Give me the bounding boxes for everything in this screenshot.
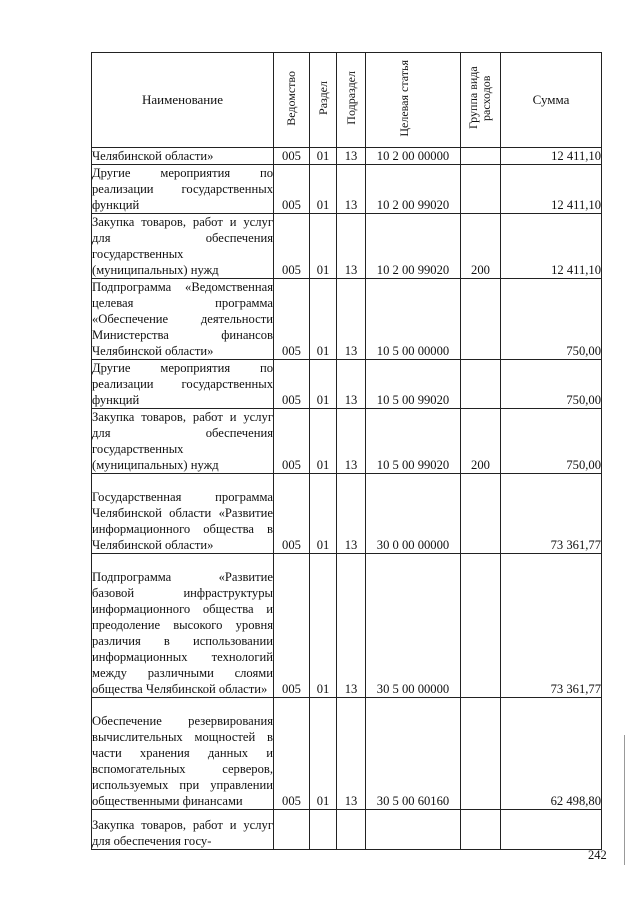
- row-target-article: 10 5 00 99020: [366, 409, 461, 474]
- row-section: 01: [310, 554, 337, 698]
- row-name: Закупка товаров, работ и услуг для обеспечения государственных (муниципальных) нужд: [92, 215, 273, 277]
- row-section: 01: [310, 698, 337, 810]
- row-name: Подпрограмма «Развитие базовой инфраструктуры информационного общества и преодоление высокого уровня различия в использовании информационных технологий между различными слоями общества Челябинской области»: [92, 554, 274, 698]
- row-target-article: 10 5 00 00000: [366, 279, 461, 360]
- row-target-article: 10 2 00 00000: [366, 148, 461, 165]
- margin-line: [624, 735, 625, 865]
- row-subsection: 13: [337, 474, 366, 554]
- header-section: Раздел: [310, 53, 337, 148]
- row-subsection: [337, 810, 366, 850]
- table-row: [92, 554, 602, 698]
- row-amount: [501, 810, 602, 850]
- row-target-article: 10 2 00 99020: [366, 165, 461, 214]
- row-section: 01: [310, 148, 337, 165]
- row-amount: 12 411,10: [501, 165, 602, 214]
- row-subsection: 13: [337, 165, 366, 214]
- row-target-article: 30 5 00 00000: [366, 554, 461, 698]
- row-name: Подпрограмма «Ведомственная целевая программа «Обеспечение деятельности Министерства финансов Челябинской области»: [92, 280, 273, 358]
- row-target-article: 10 2 00 99020: [366, 214, 461, 279]
- row-section: 01: [310, 214, 337, 279]
- table-row: [92, 474, 602, 554]
- row-section: 01: [310, 474, 337, 554]
- row-expense-group: [461, 360, 501, 409]
- table-row: [92, 698, 602, 810]
- table-row: [92, 148, 602, 165]
- row-name: Другие мероприятия по реализации государственных функций: [92, 166, 273, 212]
- table-header-row: [92, 53, 602, 148]
- row-amount: 750,00: [501, 409, 602, 474]
- row-dept: 005: [274, 279, 310, 360]
- table-row: [92, 409, 602, 474]
- table-row: [92, 279, 602, 360]
- row-section: 01: [310, 165, 337, 214]
- row-dept: 005: [274, 474, 310, 554]
- row-amount: 750,00: [501, 360, 602, 409]
- header-dept: Ведомство: [274, 53, 310, 148]
- row-subsection: 13: [337, 214, 366, 279]
- row-expense-group: 200: [461, 409, 501, 474]
- row-amount: 750,00: [501, 279, 602, 360]
- page-number: 242: [588, 848, 607, 862]
- row-target-article: [366, 810, 461, 850]
- row-name: Закупка товаров, работ и услуг для обеспечения госу-: [92, 810, 274, 850]
- header-amount: Сумма: [501, 53, 602, 148]
- row-expense-group: [461, 698, 501, 810]
- header-target-article: Целевая статья: [366, 53, 461, 148]
- row-dept: 005: [274, 698, 310, 810]
- row-name: Государственная программа Челябинской области «Развитие информационного общества в Челябинской области»: [92, 474, 274, 554]
- row-dept: 005: [274, 554, 310, 698]
- table-row: [92, 165, 602, 214]
- row-expense-group: [461, 554, 501, 698]
- row-section: 01: [310, 360, 337, 409]
- row-subsection: 13: [337, 698, 366, 810]
- row-subsection: 13: [337, 279, 366, 360]
- row-dept: 005: [274, 148, 310, 165]
- row-dept: 005: [274, 214, 310, 279]
- header-expense-group: Группа вида расходов: [461, 53, 501, 148]
- row-subsection: 13: [337, 409, 366, 474]
- row-name: Другие мероприятия по реализации государственных функций: [92, 361, 273, 407]
- row-expense-group: [461, 148, 501, 165]
- row-amount: 12 411,10: [501, 214, 602, 279]
- row-expense-group: [461, 474, 501, 554]
- row-dept: 005: [274, 409, 310, 474]
- row-amount: 73 361,77: [501, 474, 602, 554]
- row-name: Челябинской области»: [92, 148, 274, 165]
- row-dept: 005: [274, 165, 310, 214]
- row-name: Закупка товаров, работ и услуг для обеспечения государственных (муниципальных) нужд: [92, 410, 273, 472]
- row-subsection: 13: [337, 148, 366, 165]
- row-dept: 005: [274, 360, 310, 409]
- row-target-article: 10 5 00 99020: [366, 360, 461, 409]
- table-row: [92, 810, 602, 850]
- row-amount: 62 498,80: [501, 698, 602, 810]
- row-target-article: 30 5 00 60160: [366, 698, 461, 810]
- row-expense-group: [461, 810, 501, 850]
- row-subsection: 13: [337, 554, 366, 698]
- row-section: 01: [310, 279, 337, 360]
- row-expense-group: 200: [461, 214, 501, 279]
- budget-table: [91, 52, 602, 850]
- table-row: [92, 214, 602, 279]
- row-target-article: 30 0 00 00000: [366, 474, 461, 554]
- header-name: Наименование: [92, 53, 274, 148]
- row-expense-group: [461, 279, 501, 360]
- row-section: [310, 810, 337, 850]
- header-subsection: Подраздел: [337, 53, 366, 148]
- row-amount: 73 361,77: [501, 554, 602, 698]
- row-amount: 12 411,10: [501, 148, 602, 165]
- row-name: Обеспечение резервирования вычислительных мощностей в части хранения данных и вспомогательных серверов, используемых при управлении общественными финансами: [92, 698, 274, 810]
- row-section: 01: [310, 409, 337, 474]
- row-expense-group: [461, 165, 501, 214]
- row-dept: [274, 810, 310, 850]
- table-row: [92, 360, 602, 409]
- row-subsection: 13: [337, 360, 366, 409]
